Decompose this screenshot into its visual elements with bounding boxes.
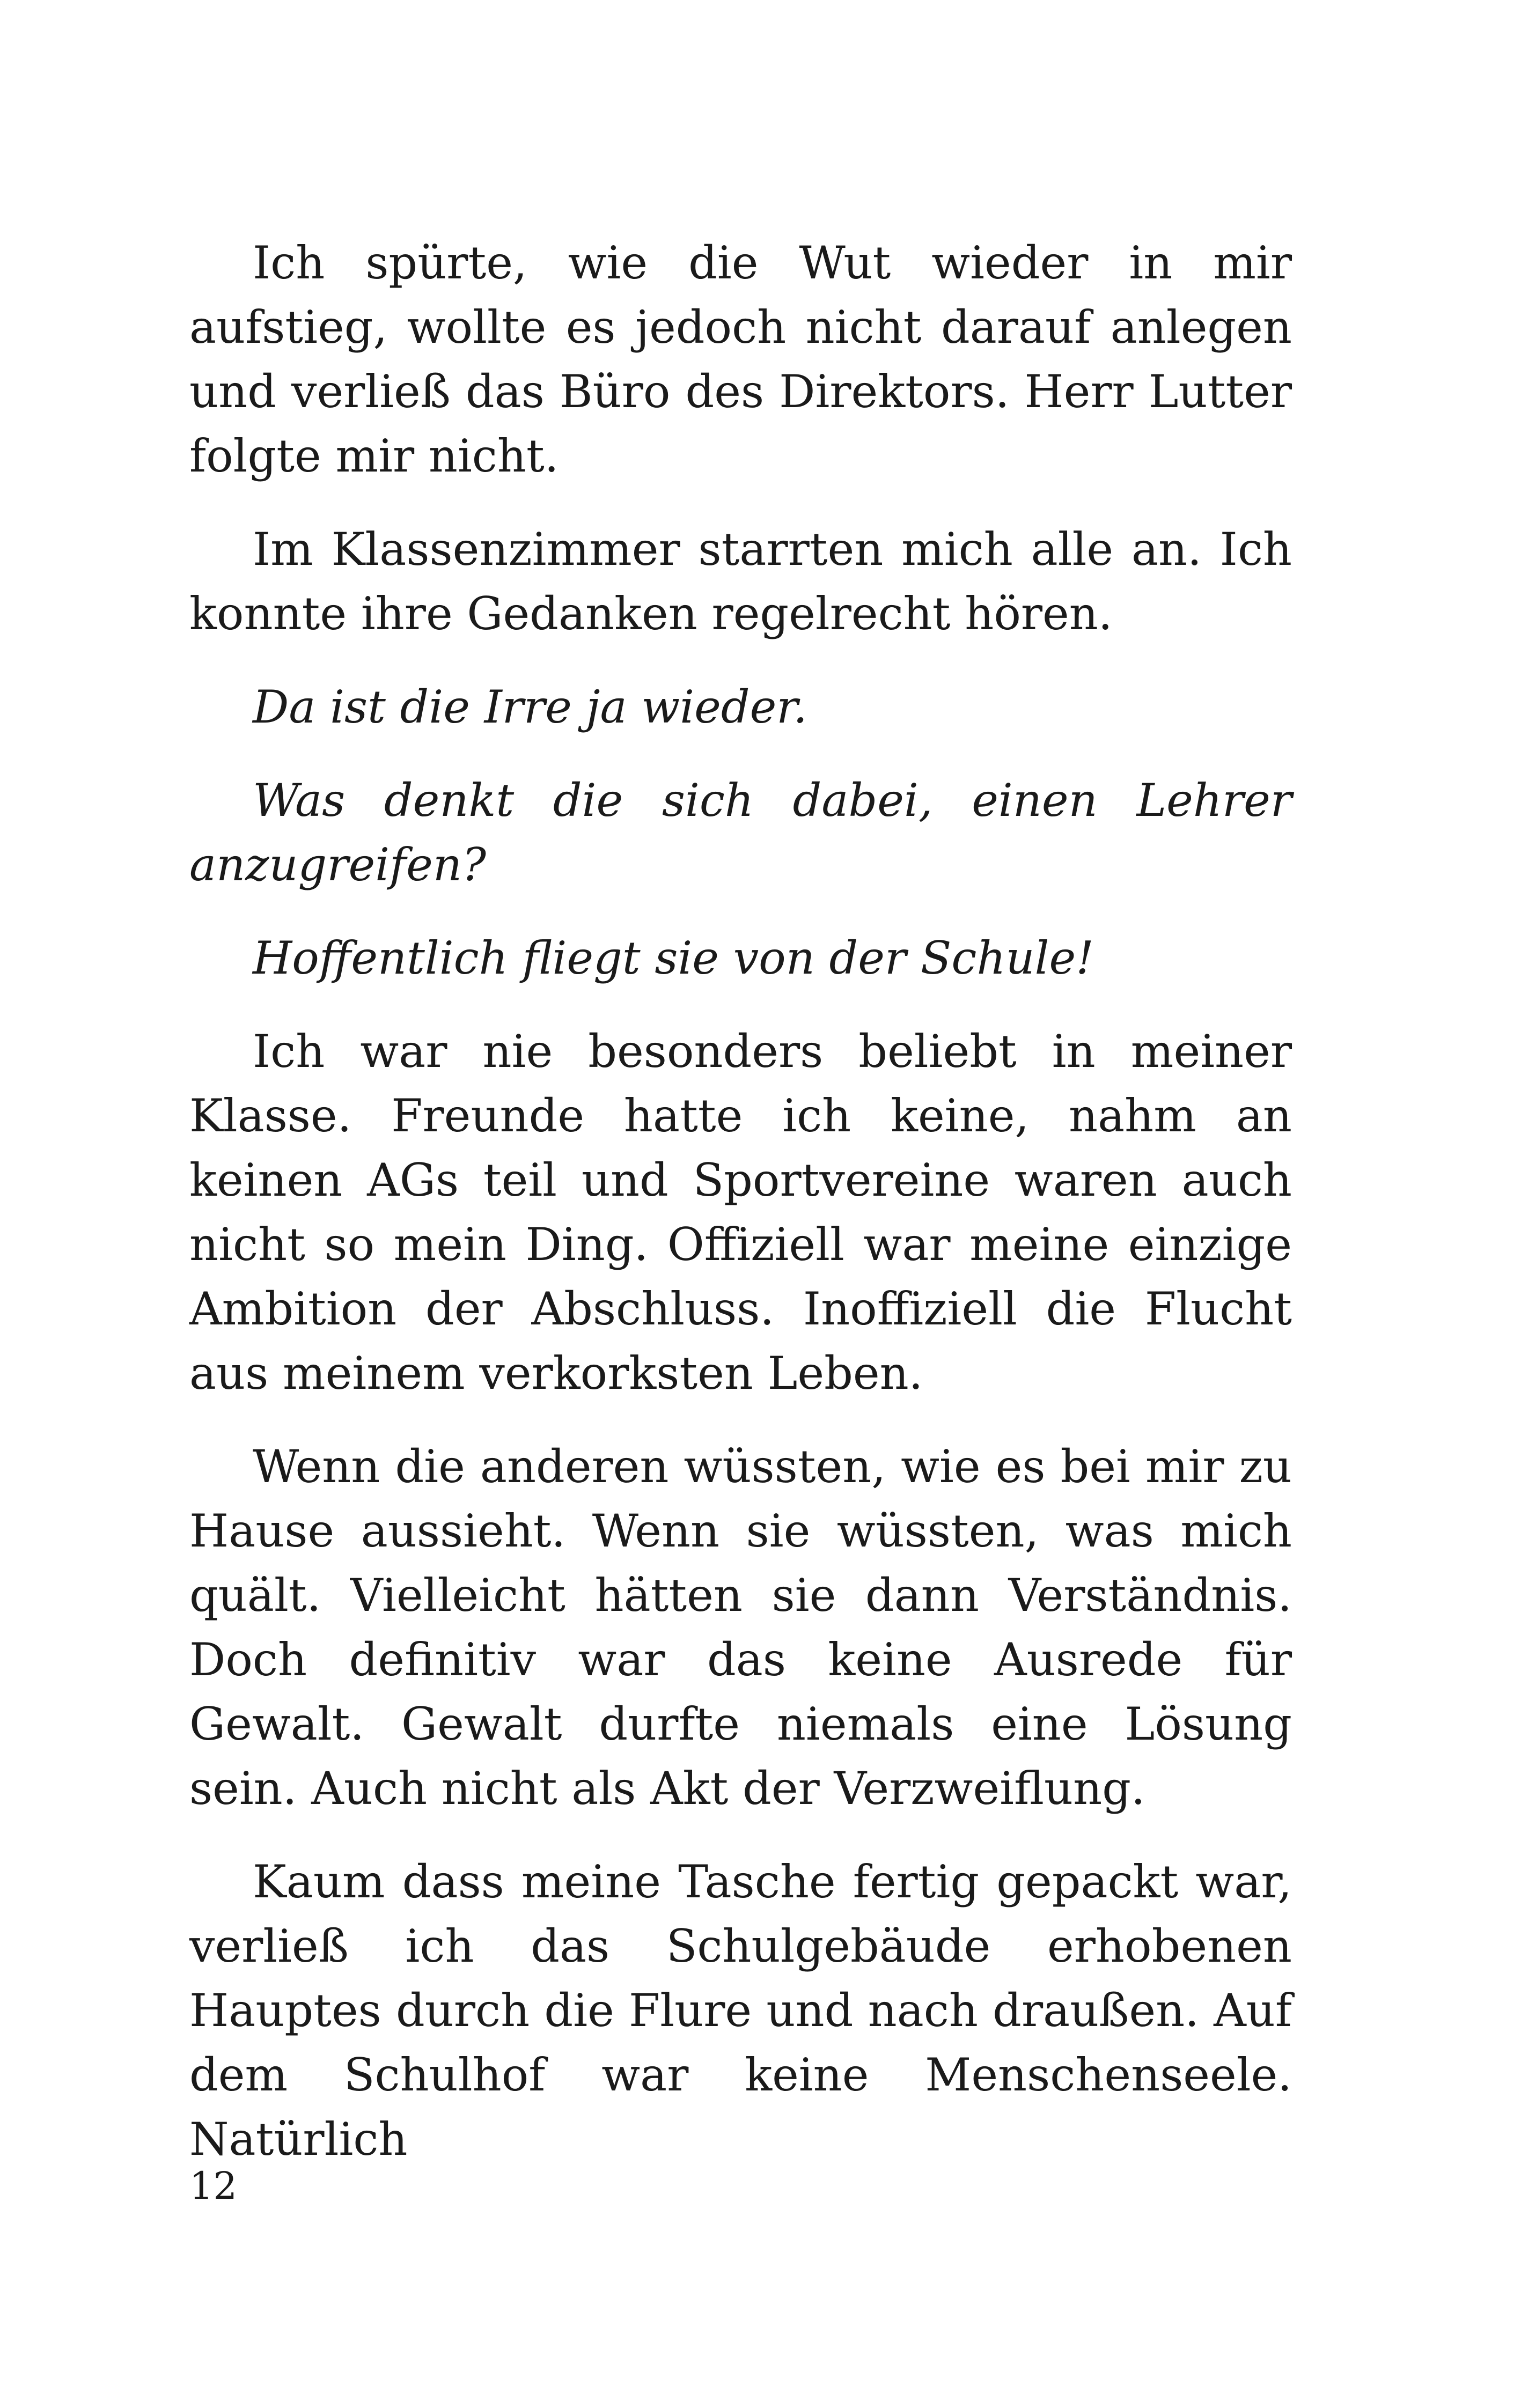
paragraph-2: Im Klassenzimmer starrten mich alle an. Ich konnte ihre Gedanken regelrecht hören. — [189, 523, 1292, 640]
paragraph-thought-3: Hoffentlich fliegt sie von der Schule! — [253, 932, 1094, 984]
body-text — [189, 231, 1292, 2200]
page-number: 12 — [189, 2164, 238, 2208]
paragraph-1: Ich spürte, wie die Wut wieder in mir aufstieg, wollte es jedoch nicht darauf anlegen und verließ das Büro des Direktors. Herr Lutter folgte mir nicht. — [189, 237, 1292, 482]
paragraph-8: Kaum dass meine Tasche fertig gepackt war, verließ ich das Schulgebäude erhobenen Hauptes durch die Flure und nach draußen. Auf dem Schulhof war keine Menschenseele. Natürlich — [189, 1855, 1292, 2166]
paragraph-6: Ich war nie besonders beliebt in meiner Klasse. Freunde hatte ich keine, nahm an keinen AGs teil und Sportvereine waren auch nicht so mein Ding. Offiziell war meine einzige Ambition der Abschluss. Inoffiziell die Flucht aus meinem verkorksten Leben. — [189, 1025, 1292, 1400]
paragraph-thought-2: Was denkt die sich dabei, einen Lehrer anzugreifen? — [189, 774, 1292, 891]
paragraph-thought-1: Da ist die Irre ja wieder. — [253, 681, 807, 733]
paragraph-7: Wenn die anderen wüssten, wie es bei mir zu Hause aussieht. Wenn sie wüssten, was mich quält. Vielleicht hätten sie dann Verständnis. Doch definitiv war das keine Ausrede für Gewalt. Gewalt durfte niemals eine Lösung sein. Auch nicht als Akt der Verzweiflung. — [189, 1440, 1292, 1815]
